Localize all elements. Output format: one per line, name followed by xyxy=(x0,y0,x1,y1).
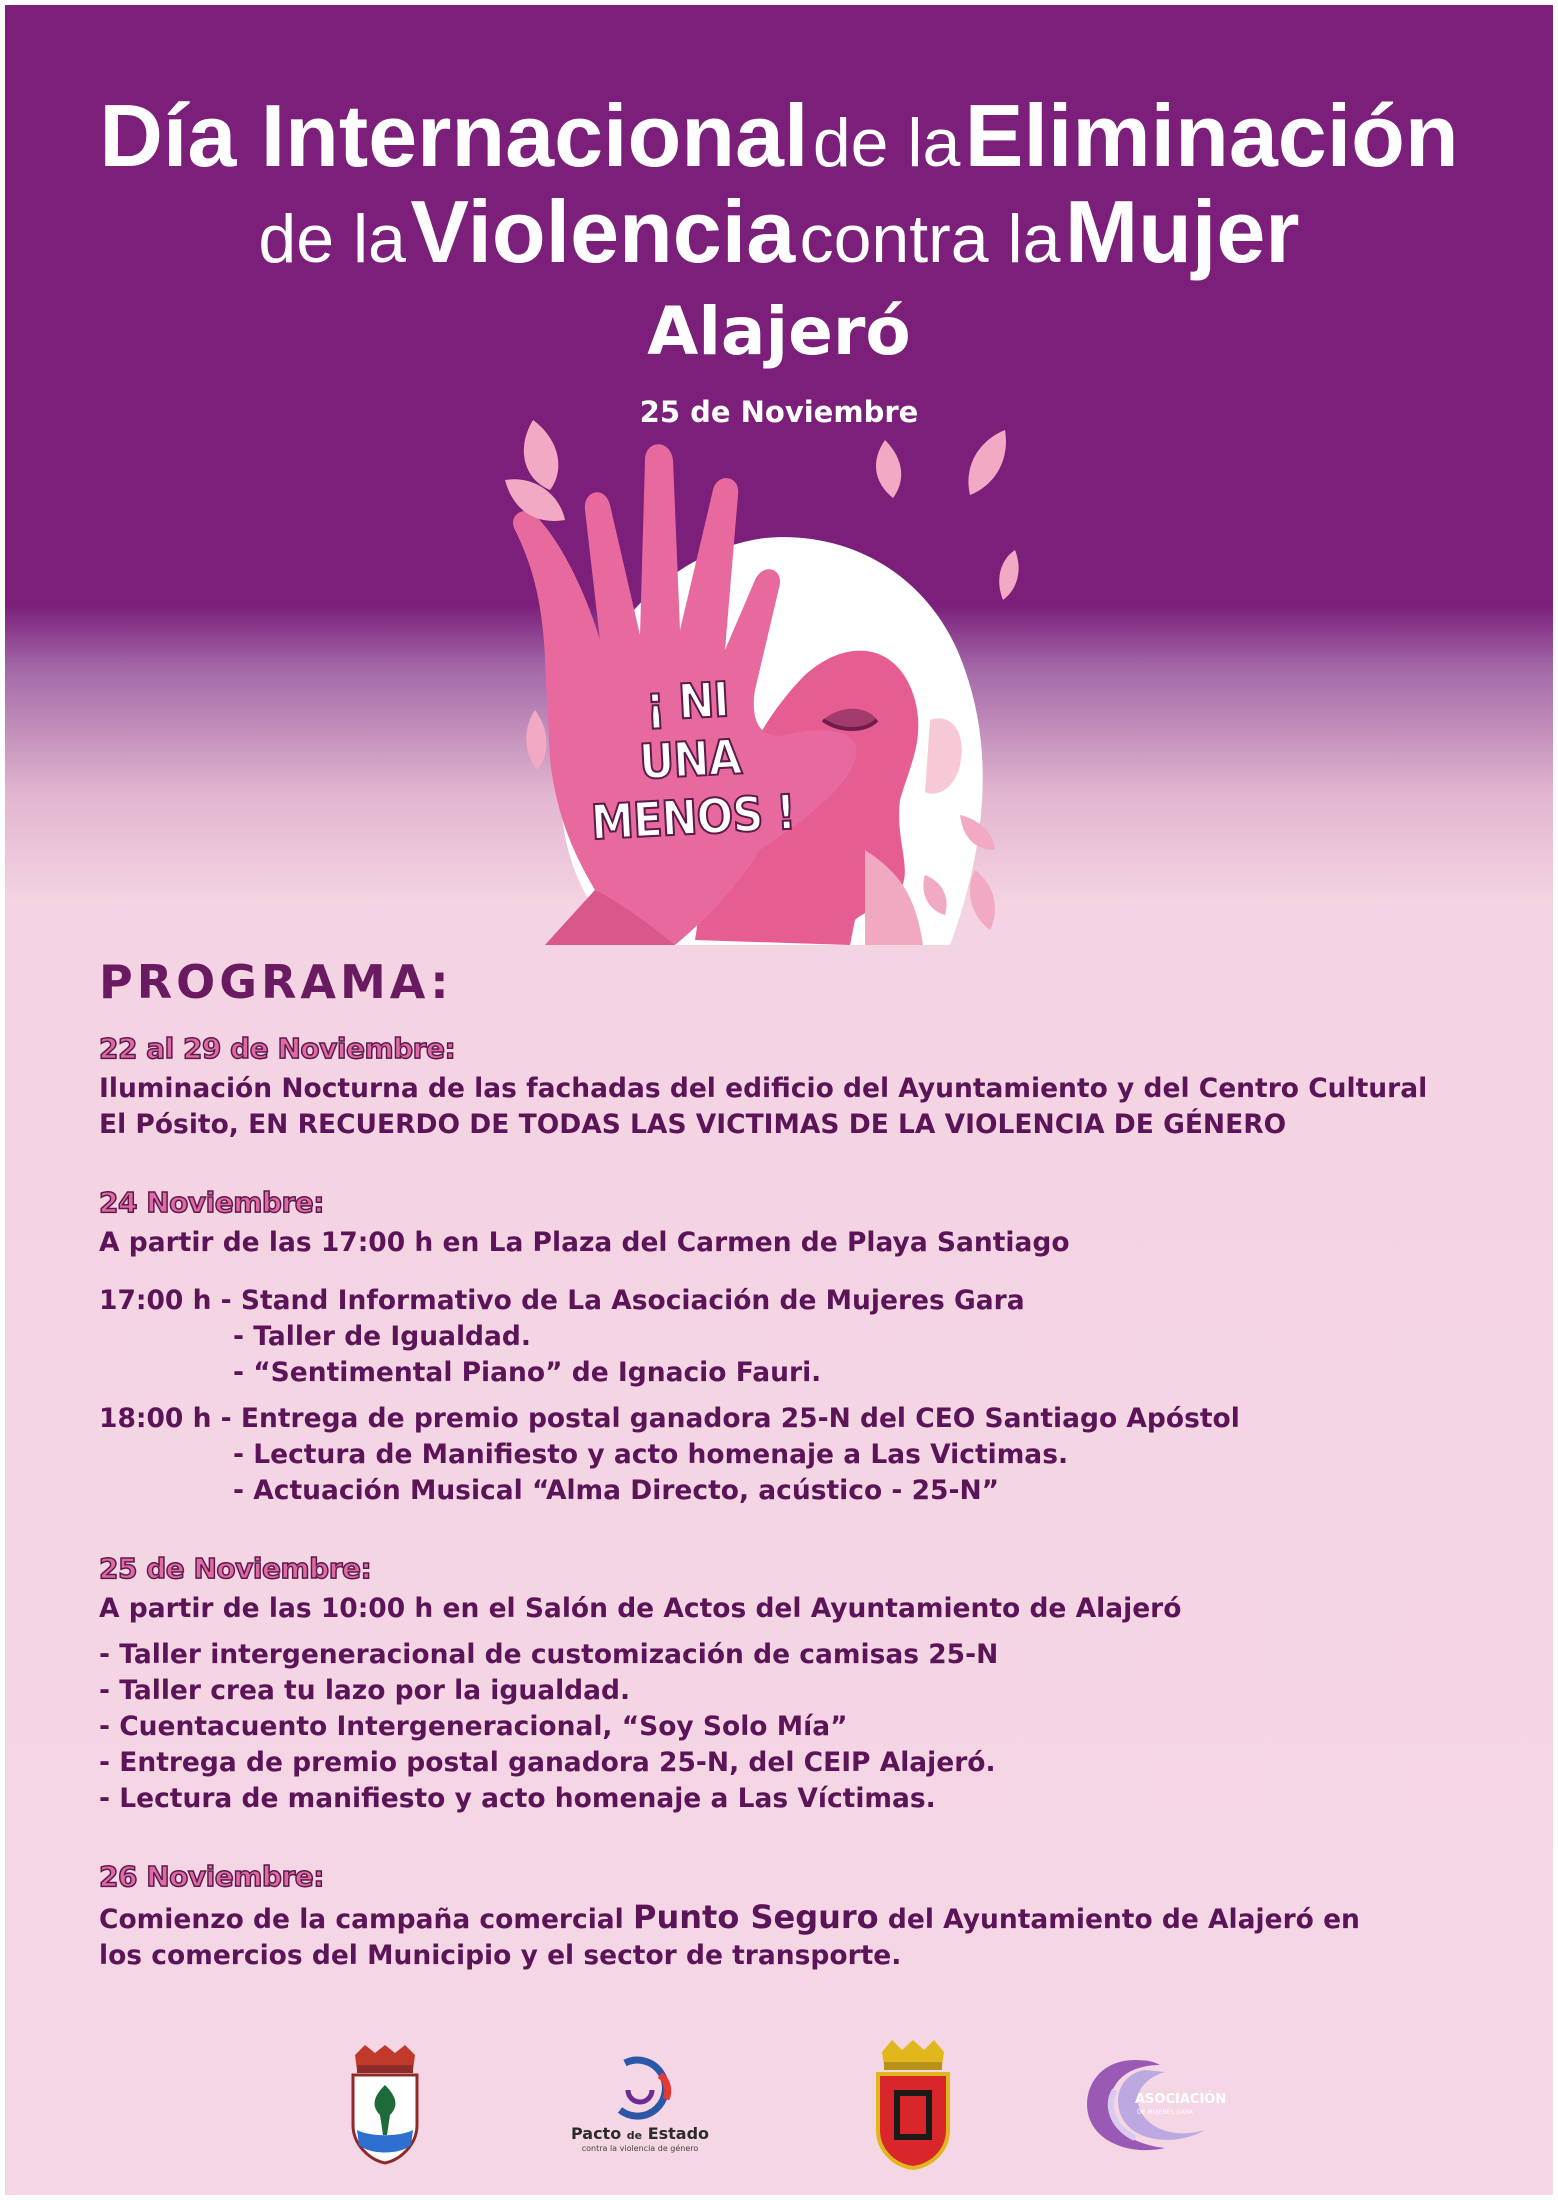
program-line: A partir de las 17:00 h en La Plaza del Carmen de Playa Santiago xyxy=(99,1227,1070,1258)
program-line: los comercios del Municipio y el sector de transporte. xyxy=(99,1940,902,1971)
leaf-icon xyxy=(968,430,1006,495)
program-line: El Pósito, EN RECUERDO DE TODAS LAS VICTIMAS DE LA VIOLENCIA DE GÉNERO xyxy=(99,1109,1287,1140)
program-line: Iluminación Nocturna de las fachadas del edificio del Ayuntamiento y del Centro Cultural xyxy=(99,1073,1428,1104)
program-text: Comienzo de la campaña comercial xyxy=(99,1904,624,1935)
la-gomera-coat-of-arms-logo xyxy=(870,2040,956,2170)
slogan xyxy=(581,668,800,853)
program-line: A partir de las 10:00 h en el Salón de Actos del Ayuntamiento de Alajeró xyxy=(99,1593,1182,1624)
asociacion-mujeres-gara-logo xyxy=(1075,2050,1245,2160)
leaf-icon xyxy=(970,870,995,930)
program-line: - Taller crea tu lazo por la igualdad. xyxy=(99,1675,631,1706)
asociacion-subtitle: DE MUJERES GARA xyxy=(1137,2109,1193,2116)
program-line: 17:00 h - Stand Informativo de La Asociación de Mujeres Gara xyxy=(99,1285,1025,1316)
program-line xyxy=(99,1899,1519,1938)
punto-seguro-text: Punto Seguro xyxy=(633,1898,879,1936)
day-label-24: 24 Noviembre: xyxy=(99,1186,324,1219)
day-label-26: 26 Noviembre: xyxy=(99,1860,324,1893)
program-body xyxy=(99,1031,1519,1974)
poster xyxy=(5,5,1553,2195)
leaf-icon xyxy=(524,420,559,490)
program-line: - Lectura de manifiesto y acto homenaje a Las Víctimas. xyxy=(99,1783,936,1814)
slogan-line-1: ¡ NI xyxy=(644,671,730,733)
program-line: 18:00 h - Entrega de premio postal ganadora 25-N del CEO Santiago Apóstol xyxy=(99,1403,1240,1434)
title-de-la-1: de la xyxy=(812,105,961,181)
program-line: - Entrega de premio postal ganadora 25-N, del CEIP Alajeró. xyxy=(99,1747,996,1778)
title-dia-internacional: Día Internacional xyxy=(99,86,809,185)
programa-heading: PROGRAMA: xyxy=(99,955,453,1009)
pacto-title-b: de xyxy=(626,2129,643,2142)
program-line: - Actuación Musical “Alma Directo, acústico - 25-N” xyxy=(233,1475,1000,1506)
leaf-icon xyxy=(999,550,1018,600)
event-date: 25 de Noviembre xyxy=(639,395,919,429)
pacto-title-c: Estado xyxy=(647,2124,710,2143)
program-line: - Cuentacuento Intergeneracional, “Soy Solo Mía” xyxy=(99,1711,848,1742)
slogan-line-3: MENOS ! xyxy=(589,784,797,852)
program-line: - Lectura de Manifiesto y acto homenaje a Las Victimas. xyxy=(233,1439,1069,1470)
title-line-2 xyxy=(5,181,1553,283)
slogan-line-2: UNA xyxy=(637,729,743,791)
program-line: - “Sentimental Piano” de Ignacio Fauri. xyxy=(233,1357,822,1388)
pacto-subtitle: contra la violencia de género xyxy=(581,2144,699,2153)
leaf-icon xyxy=(876,440,901,498)
svg-text:Pacto de Estado xyxy=(571,2124,709,2143)
town-name: Alajeró xyxy=(647,293,911,370)
program-line: - Taller de Igualdad. xyxy=(233,1321,531,1352)
title-line-1 xyxy=(5,85,1553,187)
pacto-title-a: Pacto xyxy=(570,2124,622,2143)
day-label-22-29: 22 al 29 de Noviembre: xyxy=(99,1032,456,1065)
pacto-de-estado-logo xyxy=(570,2055,710,2155)
program-line: - Taller intergeneracional de customización de camisas 25-N xyxy=(99,1639,999,1670)
program-text: del Ayuntamiento de Alajeró en xyxy=(887,1904,1360,1935)
day-label-25: 25 de Noviembre: xyxy=(99,1552,372,1585)
title-de-la-2: de la xyxy=(258,201,406,277)
title-eliminacion: Eliminación xyxy=(964,86,1459,185)
title-contra-la: contra la xyxy=(799,201,1061,277)
leaf-icon xyxy=(526,710,546,770)
title-mujer: Mujer xyxy=(1064,182,1300,281)
title-violencia: Violencia xyxy=(410,182,796,281)
asociacion-title: ASOCIACIÓN xyxy=(1135,2092,1227,2107)
leaf-icon xyxy=(505,479,565,521)
alajero-coat-of-arms-logo xyxy=(345,2045,425,2165)
